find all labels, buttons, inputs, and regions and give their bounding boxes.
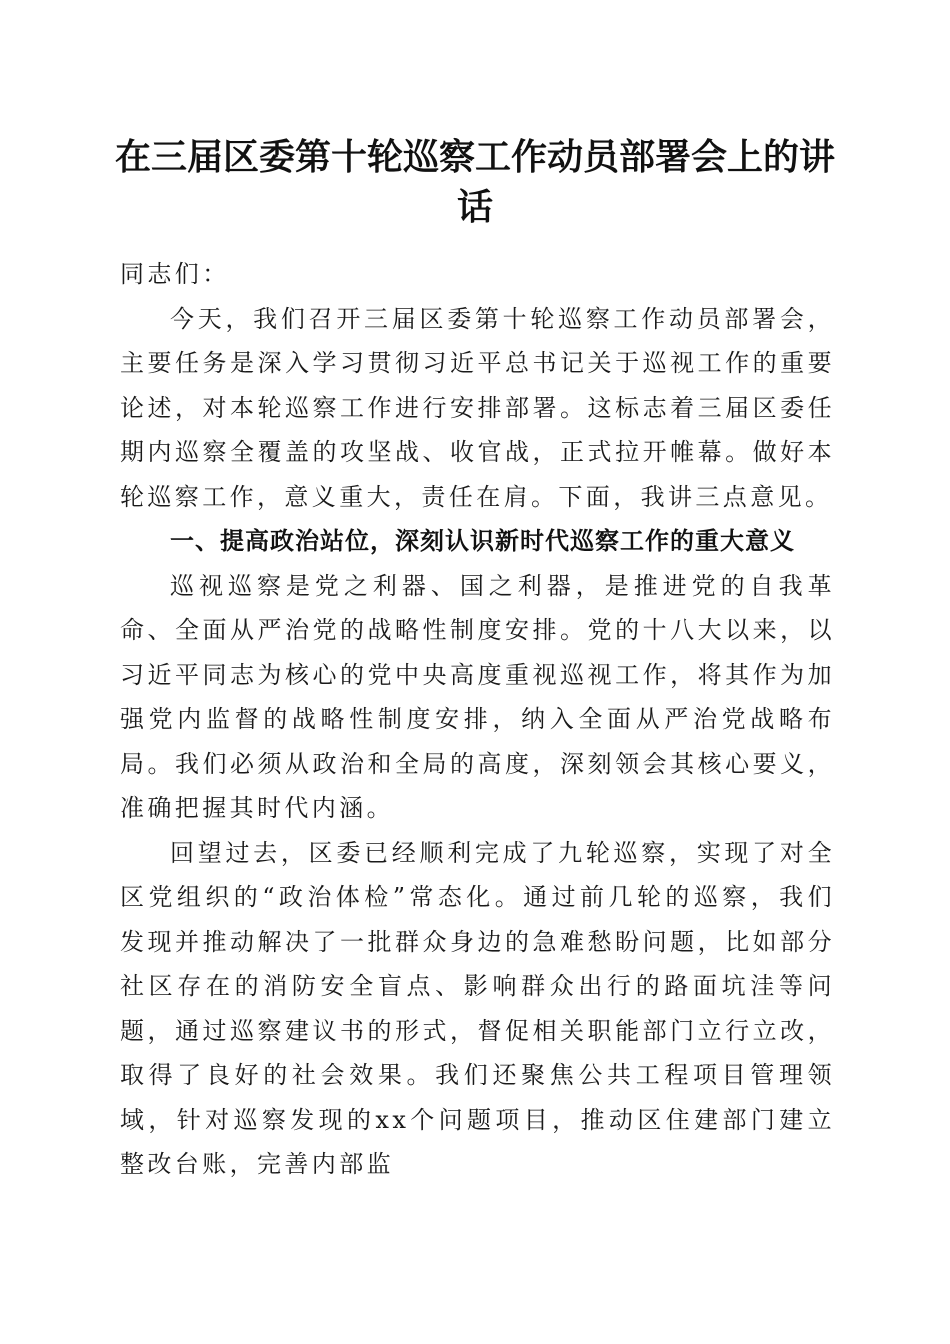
paragraph-section-1: 巡视巡察是党之利器、国之利器，是推进党的自我革命、全面从严治党的战略性制度安排。党的十八大以来，以习近平同志为核心的党中央高度重视巡视工作，将其作为加强党内监督的战略性制度安排，纳入全面从严治党战略布局。我们必须从政治和全局的高度，深刻领会其核心要义，准确把握其时代内涵。: [120, 571, 835, 822]
salutation: 同志们：: [120, 260, 230, 288]
section-heading-1: 一、提高政治站位，深刻认识新时代巡察工作的重大意义: [170, 527, 795, 555]
document-title: 在三届区委第十轮巡察工作动员部署会上的讲话: [114, 136, 835, 228]
document-body: [120, 252, 835, 1187]
paragraph-section-2: 回望过去，区委已经顺利完成了九轮巡察，实现了对全区党组织的“政治体检”常态化。通过前几轮的巡察，我们发现并推动解决了一批群众身边的急难愁盼问题，比如部分社区存在的消防安全盲点、影响群众出行的路面坑洼等问题，通过巡察建议书的形式，督促相关职能部门立行立改，取得了良好的社会效果。我们还聚焦公共工程项目管理领域，针对巡察发现的xx个问题项目，推动区住建部门建立整改台账，完善内部监: [120, 838, 835, 1178]
paragraph-intro: 今天，我们召开三届区委第十轮巡察工作动员部署会，主要任务是深入学习贯彻习近平总书记关于巡视工作的重要论述，对本轮巡察工作进行安排部署。这标志着三届区委任期内巡察全覆盖的攻坚战、收官战，正式拉开帷幕。做好本轮巡察工作，意义重大，责任在肩。下面，我讲三点意见。: [120, 304, 835, 511]
